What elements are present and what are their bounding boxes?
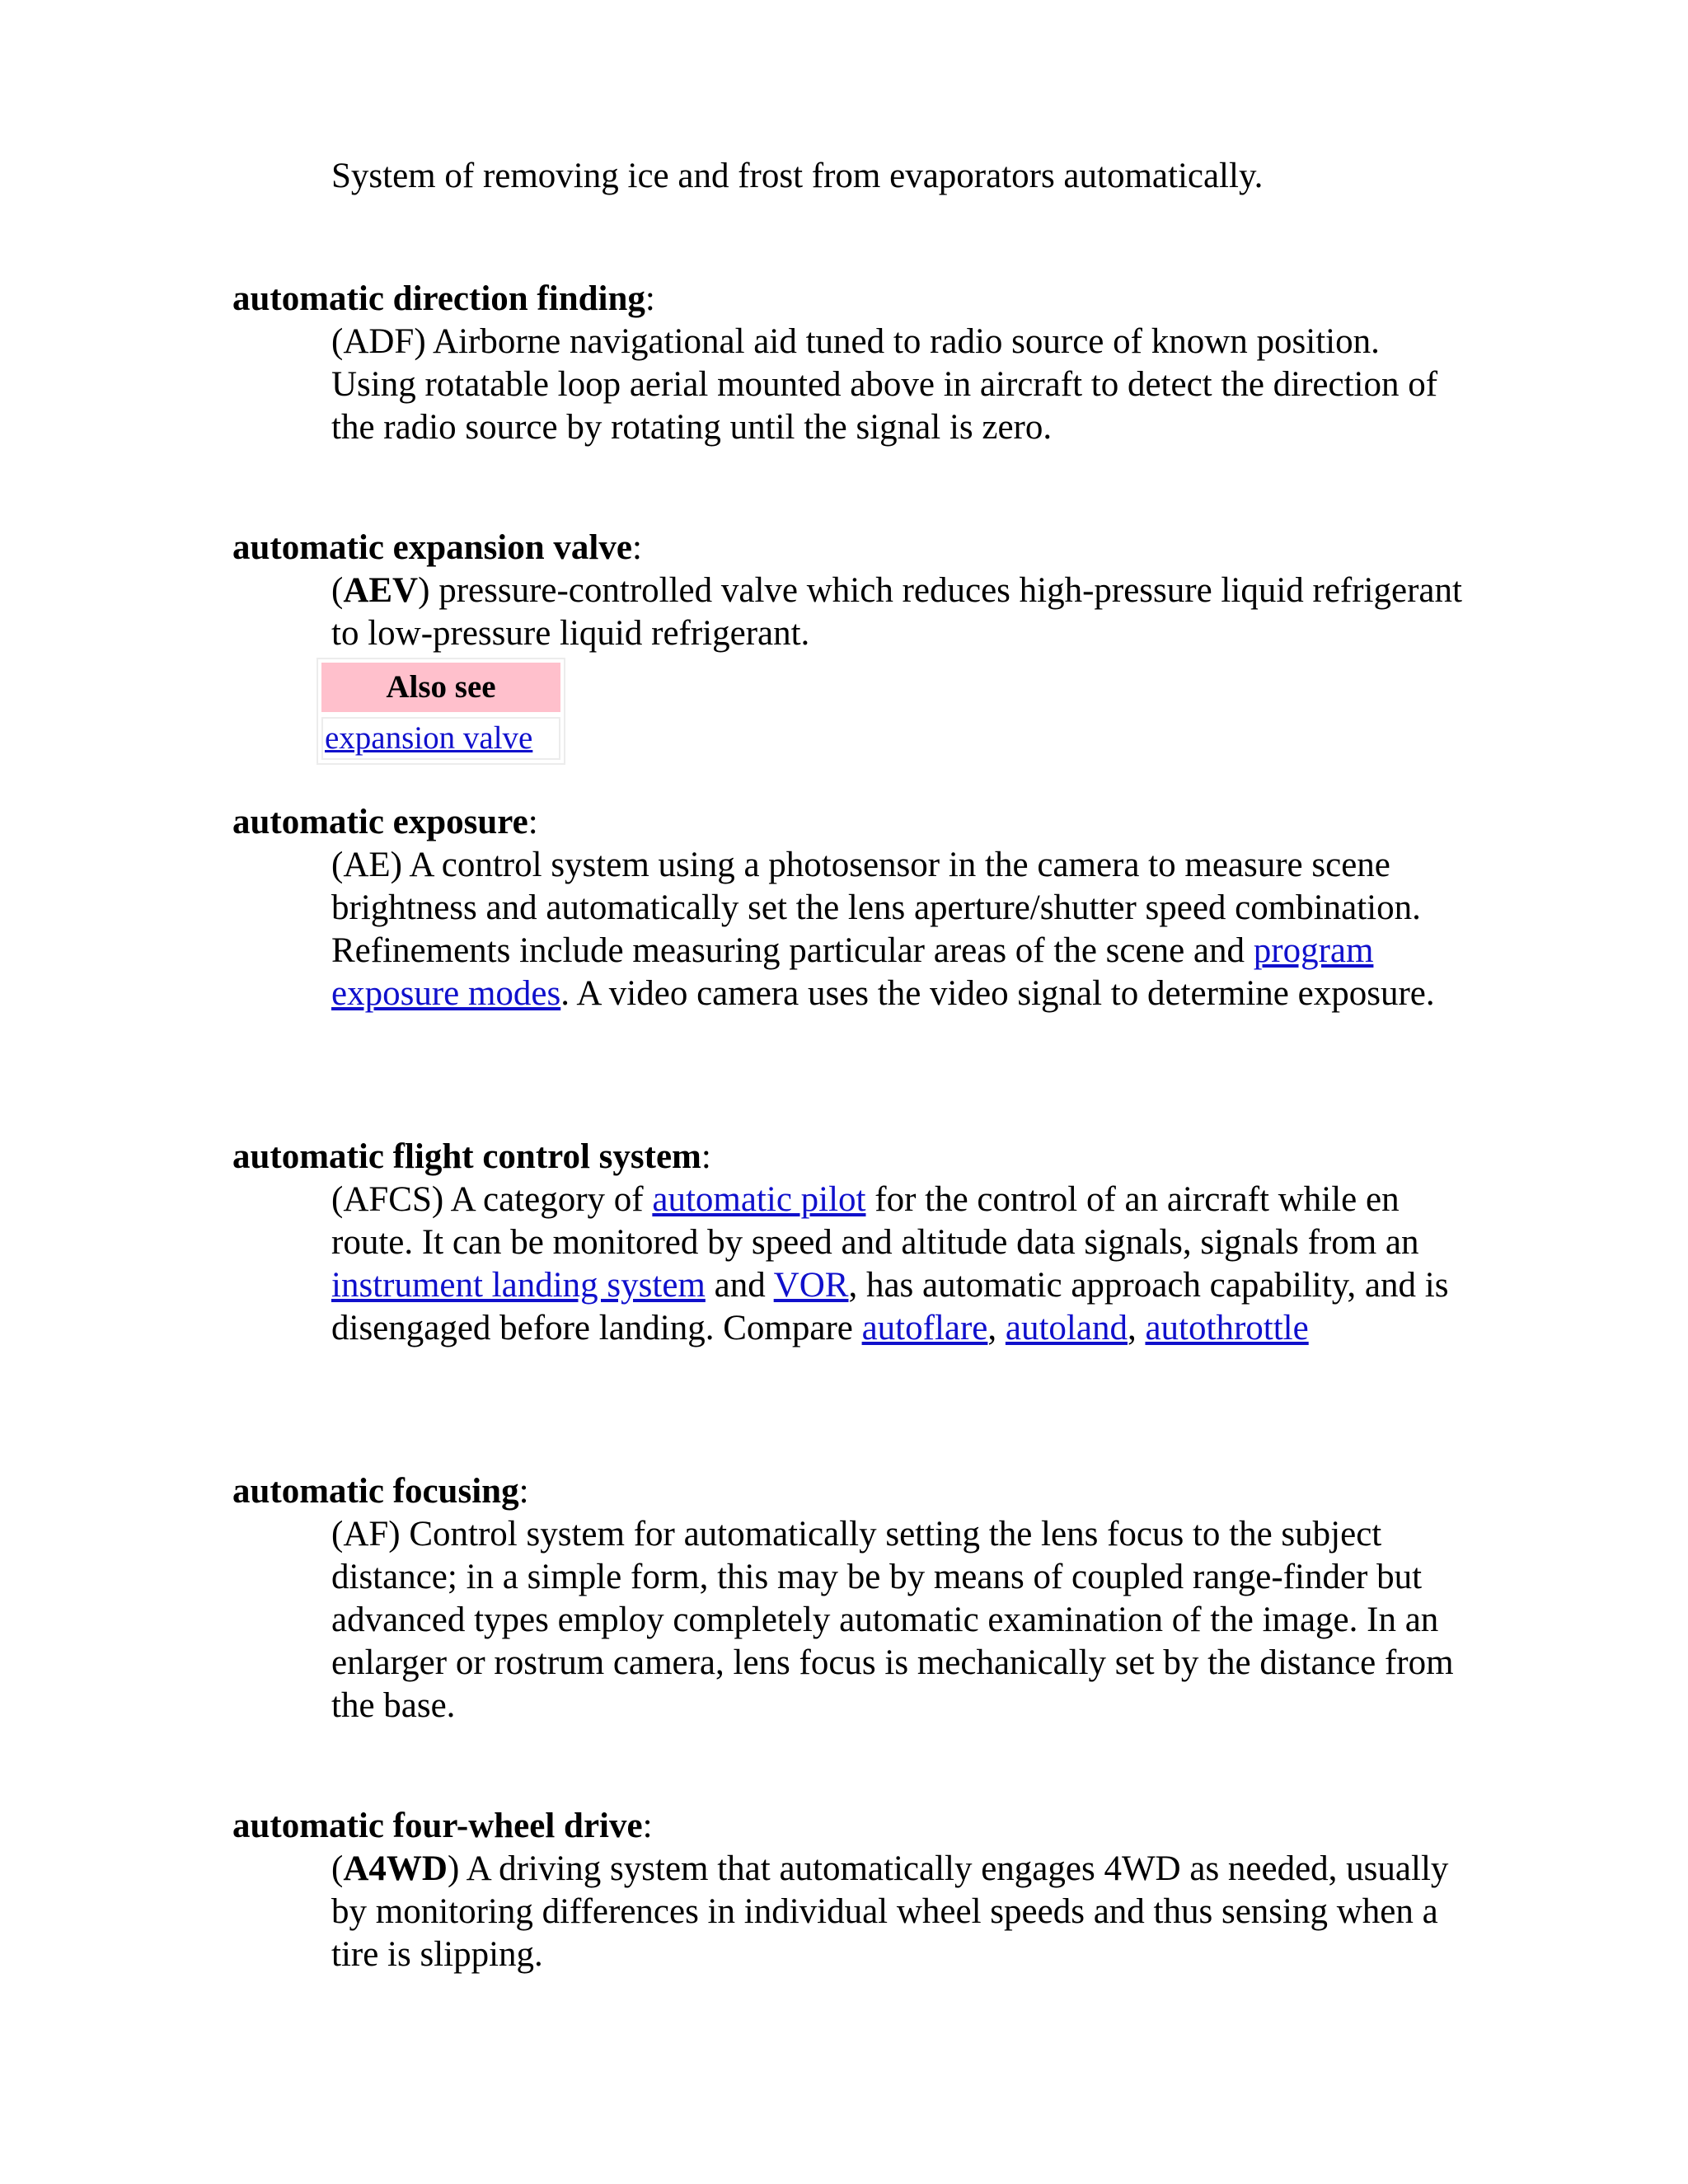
link-program-exposure-modes[interactable]: program exposure modes xyxy=(331,931,1374,1013)
link-automatic-pilot[interactable]: automatic pilot xyxy=(652,1180,866,1219)
link-vor[interactable]: VOR xyxy=(773,1266,849,1305)
definition-text: . A video camera uses the video signal to determine exposure. xyxy=(560,974,1435,1013)
definition-text: , has automatic approach capability, and is disengaged before landing. Compare xyxy=(331,1266,1449,1347)
entry-definition xyxy=(331,1179,1469,1350)
entry-automatic-exposure xyxy=(232,801,1469,1015)
term-text: automatic focusing xyxy=(232,1472,519,1511)
definition-open-paren: ( xyxy=(331,1849,344,1888)
link-autothrottle[interactable]: autothrottle xyxy=(1145,1309,1309,1347)
entry-term xyxy=(232,1805,1469,1848)
link-autoflare[interactable]: autoflare xyxy=(861,1309,988,1347)
definition-text: (AE) A control system using a photosensor in the camera to measure scene brightness and automatically set the lens aperture/shutter speed combination. Refinements include measuring particular areas of the scene and xyxy=(331,846,1421,970)
entry-automatic-focusing xyxy=(232,1470,1469,1727)
term-text: automatic flight control system xyxy=(232,1137,701,1176)
entry-automatic-flight-control-system xyxy=(232,1136,1469,1350)
definition-abbreviation: A4WD xyxy=(343,1849,448,1888)
entry-term xyxy=(232,801,1469,844)
entry-term xyxy=(232,278,1469,321)
term-text: automatic direction finding xyxy=(232,279,645,318)
definition-text: (AFCS) A category of xyxy=(331,1180,653,1219)
entry-automatic-direction-finding xyxy=(232,278,1469,449)
definition-text: and xyxy=(705,1266,774,1305)
definition-text: ) A driving system that automatically engages 4WD as needed, usually by monitoring differences in individual wheel speeds and thus sensing when a tire is slipping. xyxy=(331,1849,1449,1974)
entry-definition: (AF) Control system for automatically setting the lens focus to the subject distance; in a simple form, this may be by means of coupled range-finder but advanced types employ completely automatic examination of the image. In an enlarger or rostrum camera, lens focus is mechanically set by the distance from the base. xyxy=(331,1515,1454,1725)
definition-text: ) pressure-controlled valve which reduces high-pressure liquid refrigerant to low-pressure liquid refrigerant. xyxy=(331,571,1462,653)
entry-automatic-four-wheel-drive xyxy=(232,1805,1469,1976)
definition-open-paren: ( xyxy=(331,571,344,610)
link-separator: , xyxy=(1127,1309,1146,1347)
definition-abbreviation: AEV xyxy=(343,571,419,610)
term-colon: : xyxy=(645,279,655,318)
term-colon: : xyxy=(642,1807,653,1845)
also-see-heading: Also see xyxy=(321,663,560,712)
entry-definition xyxy=(331,1848,1469,1976)
entry-definition xyxy=(331,569,1469,655)
entry-term xyxy=(232,527,1469,569)
intro-definition: System of removing ice and frost from evaporators automatically. xyxy=(331,157,1264,195)
entry-definition: (ADF) Airborne navigational aid tuned to radio source of known position. Using rotatable loop aerial mounted above in aircraft to detect the direction of the radio source by rotating until the signal is zero. xyxy=(331,322,1438,447)
term-colon: : xyxy=(518,1472,529,1511)
term-text: automatic exposure xyxy=(232,803,528,841)
link-instrument-landing-system[interactable]: instrument landing system xyxy=(331,1266,706,1305)
entry-term xyxy=(232,1136,1469,1179)
link-autoland[interactable]: autoland xyxy=(1005,1309,1128,1347)
link-separator: , xyxy=(987,1309,1006,1347)
also-see-box xyxy=(316,658,565,765)
term-colon: : xyxy=(701,1137,711,1176)
term-colon: : xyxy=(528,803,538,841)
intro-entry xyxy=(232,155,1469,198)
also-see-link-expansion-valve[interactable]: expansion valve xyxy=(325,720,533,756)
also-see-cell xyxy=(321,717,560,760)
term-text: automatic four-wheel drive xyxy=(232,1807,643,1845)
entry-definition xyxy=(331,844,1469,1015)
term-colon: : xyxy=(631,528,642,567)
term-text: automatic expansion valve xyxy=(232,528,632,567)
entry-term xyxy=(232,1470,1469,1513)
entry-automatic-expansion-valve xyxy=(232,527,1469,655)
definition-text: for the control of an aircraft while en route. It can be monitored by speed and altitude data signals, signals from an xyxy=(331,1180,1419,1262)
